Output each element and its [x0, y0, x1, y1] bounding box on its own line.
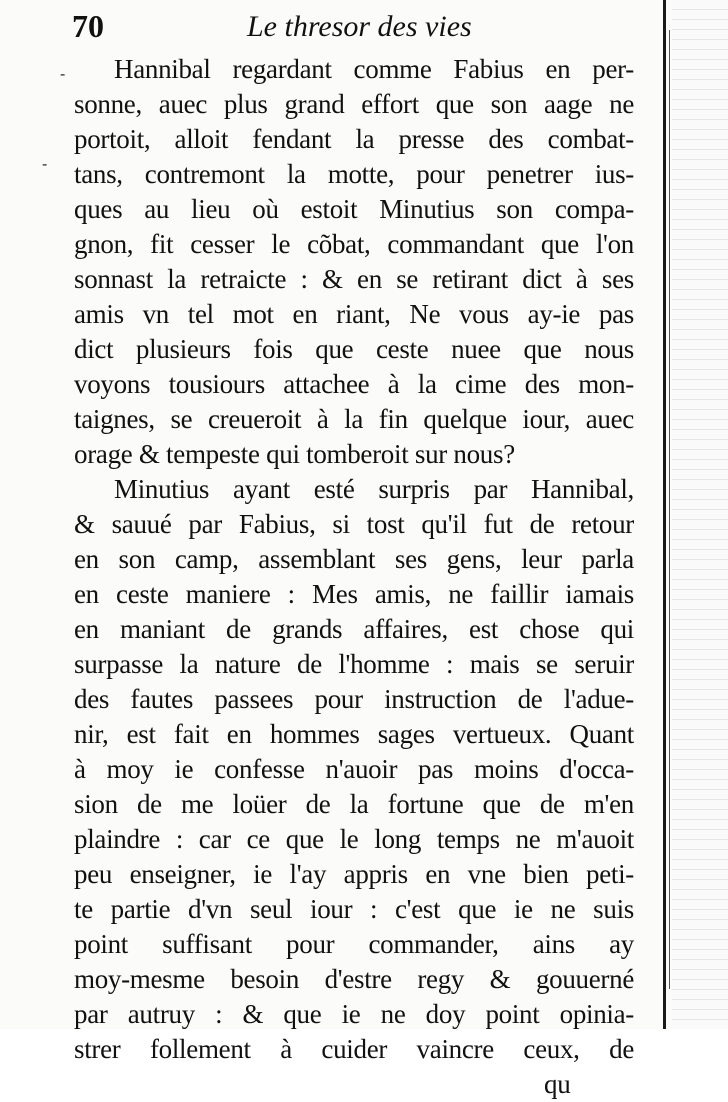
text-line: par autruy : & que ie ne doy point opinia- — [74, 999, 634, 1029]
page-fore-edge — [672, 0, 728, 1029]
text-line: en son camp, assemblant ses gens, leur parla — [74, 544, 634, 574]
text-line: plaindre : car ce que le long temps ne m'auoit — [74, 824, 634, 854]
text-line: gnon, fit cesser le cõbat, commandant que l'on — [74, 229, 634, 259]
text-line: moy-mesme besoin d'estre regy & gouuerné — [74, 964, 634, 994]
text-line: ques au lieu où estoit Minutius son compa- — [74, 194, 634, 224]
text-line: portoit, alloit fendant la presse des combat- — [74, 124, 634, 154]
text-line: en maniant de grands affaires, est chose qui — [74, 614, 634, 644]
text-line: sion de me loüer de la fortune que de m'en — [74, 789, 634, 819]
page-edge-line — [663, 0, 666, 1029]
text-line: des fautes passees pour instruction de l'adue- — [74, 684, 634, 714]
text-line: peu enseigner, ie l'ay appris en vne bien peti- — [74, 859, 634, 889]
text-line: à moy ie confesse n'auoir pas moins d'occa- — [74, 754, 634, 784]
page-number: 70 — [72, 8, 104, 44]
page-header — [72, 8, 632, 48]
text-line: tans, contremont la motte, pour penetrer ius- — [74, 159, 634, 189]
text-line: orage & tempeste qui tomberoit sur nous? — [74, 439, 515, 469]
text-line: taignes, se creueroit à la fin quelque iour, auec — [74, 404, 634, 434]
text-line: & sauué par Fabius, si tost qu'il fut de retour — [74, 509, 634, 539]
text-line: strer follement à cuider vaincre ceux, de — [74, 1034, 634, 1064]
catchword: qu — [544, 1069, 571, 1099]
text-line: en ceste maniere : Mes amis, ne faillir iamais — [74, 579, 634, 609]
text-line: te partie d'vn seul iour : c'est que ie ne suis — [74, 894, 634, 924]
text-line: sonnast la retraicte : & en se retirant dict à ses — [74, 264, 634, 294]
text-line: dict plusieurs fois que ceste nuee que nous — [74, 334, 634, 364]
margin-mark: - — [60, 66, 66, 83]
text-line: point suffisant pour commander, ains ay — [74, 929, 634, 959]
text-line: voyons tousiours attachee à la cime des mon- — [74, 369, 634, 399]
body-text — [74, 52, 634, 1102]
text-line: sonne, auec plus grand effort que son aage ne — [74, 89, 634, 119]
text-line: Hannibal regardant comme Fabius en per- — [114, 54, 634, 84]
margin-mark: - — [42, 156, 48, 173]
running-title: Le thresor des vies — [247, 10, 472, 43]
page-edge-shadow — [669, 30, 670, 989]
text-line: amis vn tel mot en riant, Ne vous ay-ie pas — [74, 299, 634, 329]
text-line: surpasse la nature de l'homme : mais se seruir — [74, 649, 634, 679]
text-line: nir, est fait en hommes sages vertueux. Quant — [74, 719, 634, 749]
text-line: Minutius ayant esté surpris par Hannibal, — [114, 474, 634, 504]
